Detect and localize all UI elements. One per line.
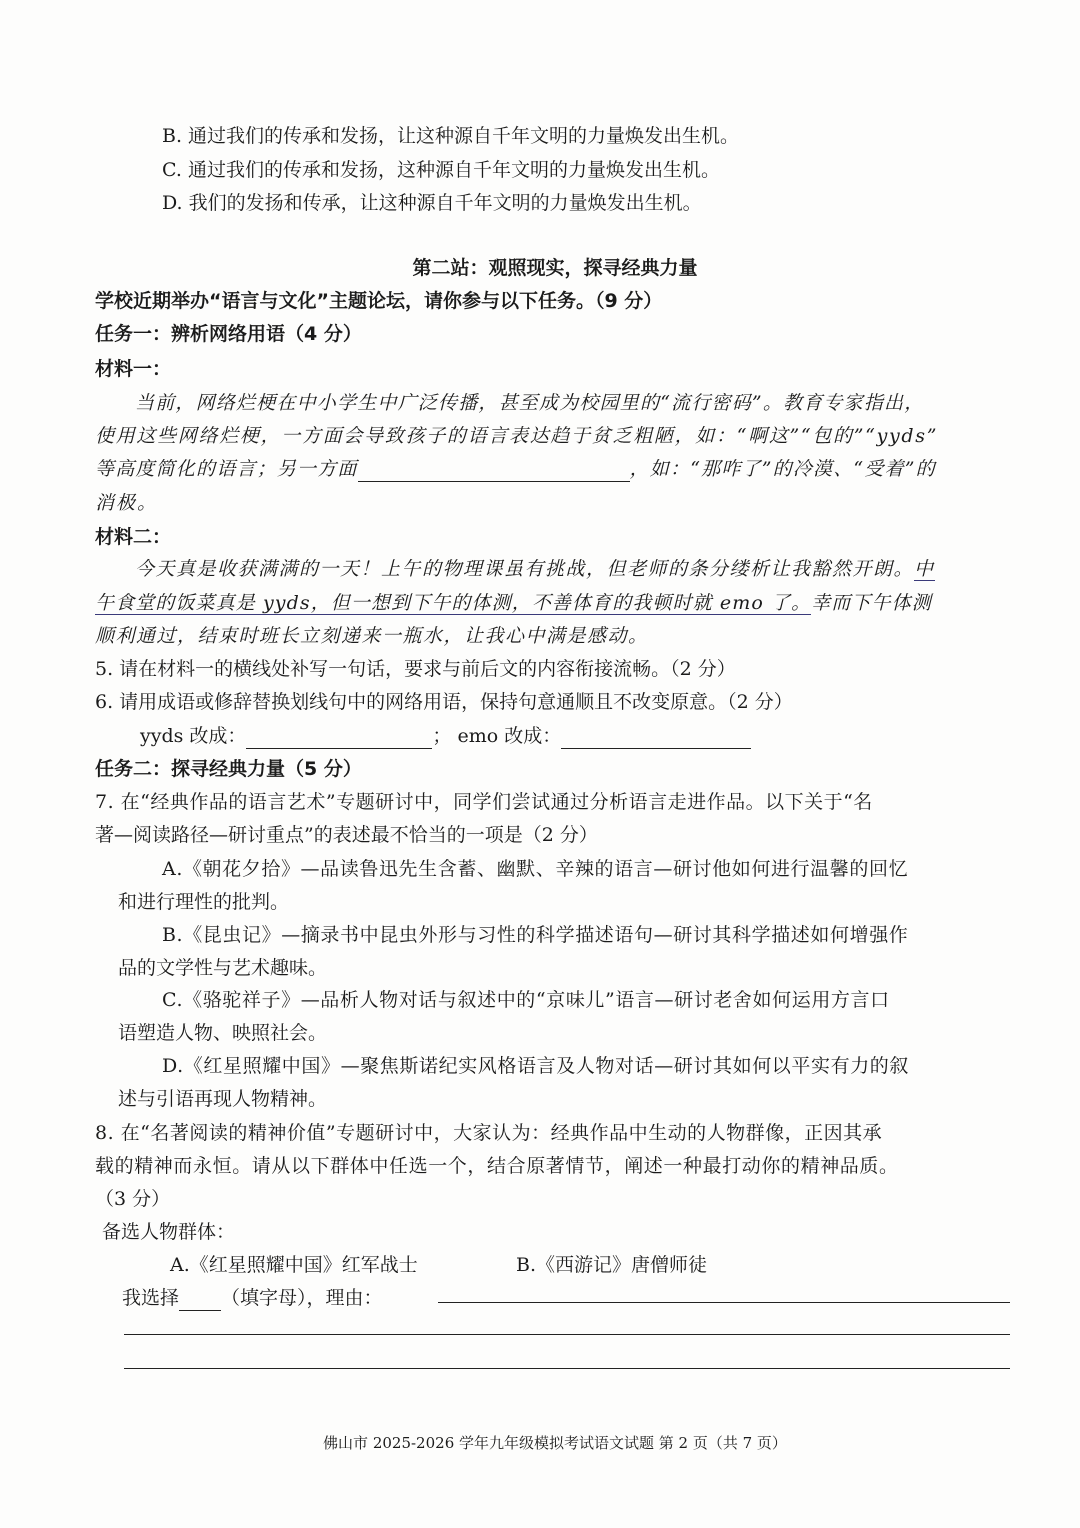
material1-label: 材料一： [95,358,172,380]
material1-line2: 使用这些网络烂梗，一方面会导致孩子的语言表达趋于贫乏粗陋，如：“啊这”“包的”“yyds” [95,425,939,447]
yyds-label: yyds 改成： [140,725,247,747]
material2-line1-text: 今天真是收获满满的一天！上午的物理课虽有挑战，但老师的条分缕析让我豁然开朗。 [135,558,915,580]
station-intro: 学校近期举办“语言与文化”主题论坛，请你参与以下任务。（9 分） [95,290,663,312]
material2-underlined-sentence: 午食堂的饭菜真是 yyds，但一想到下午的体测，不善体育的我顿时就 emo 了。 [95,592,812,614]
material1-line3 [95,456,936,482]
question-7-option-c: C.《骆驼祥子》—品析人物对话与叙述中的“京味儿”语言—研讨老舍如何运用方言口 [162,989,890,1011]
reason-label: （填字母），理由： [221,1287,383,1309]
question-7-option-a-cont: 和进行理性的批判。 [118,891,290,913]
question-5: 5. 请在材料一的横线处补写一句话，要求与前后文的内容衔接流畅。（2 分） [95,658,736,680]
material2-line3: 顺利通过，结束时班长立刻递来一瓶水，让我心中满是感动。 [95,625,649,647]
emo-label: emo 改成： [457,725,562,747]
option-c: C. 通过我们的传承和发扬，这种源自千年文明的力量焕发出生机。 [162,159,720,181]
question-7-option-d: D.《红星照耀中国》—聚焦斯诺纪实风格语言及人物对话—研讨其如何以平实有力的叙 [162,1055,909,1077]
task1-title: 任务一：辨析网络用语（4 分） [95,323,362,345]
material2-underline-start: 中 [914,558,935,580]
question-7-option-c-cont: 语塑造人物、映照社会。 [118,1022,328,1044]
question-8-line1: 8. 在“名著阅读的精神价值”专题研讨中，大家认为：经典作品中生动的人物群像，正因其承 [95,1122,883,1144]
question-6-answers [140,723,751,749]
yyds-answer-blank[interactable] [246,728,432,749]
separator: ； [432,725,452,747]
choice-line [122,1285,383,1311]
emo-answer-blank[interactable] [561,728,751,749]
material2-line2 [95,590,932,616]
material1-answer-blank[interactable] [358,461,630,482]
candidate-option-b: B.《西游记》唐僧师徒 [516,1254,708,1276]
page-footer: 佛山市 2025-2026 学年九年级模拟考试语文试题 第 2 页（共 7 页） [323,1434,787,1452]
question-8-line2: 载的精神而永恒。请从以下群体中任选一个，结合原著情节，阐述一种最打动你的精神品质。 [95,1155,899,1177]
question-6: 6. 请用成语或修辞替换划线句中的网络用语，保持句意通顺且不改变原意。（2 分） [95,691,793,713]
choice-label: 我选择 [122,1287,180,1309]
material1-line1: 当前，网络烂梗在中小学生中广泛传播，甚至成为校园里的“流行密码”。教育专家指出， [135,392,925,414]
question-7-option-a: A.《朝花夕拾》—品读鲁迅先生含蓄、幽默、辛辣的语言—研讨他如何进行温馨的回忆 [162,858,909,880]
material2-label: 材料二： [95,526,172,548]
reason-line-3[interactable] [124,1368,1010,1369]
question-7-option-b-cont: 品的文学性与艺术趣味。 [118,957,328,979]
material1-line4: 消极。 [95,492,159,514]
question-7-line1: 7. 在“经典作品的语言艺术”专题研讨中，同学们尝试通过分析语言走进作品。以下关于“名 [95,791,873,813]
material2-line2-rest: 幸而下午体测 [811,592,932,614]
question-8-line3: （3 分） [95,1188,171,1210]
question-7-option-b: B.《昆虫记》—摘录书中昆虫外形与习性的科学描述语句—研讨其科学描述如何增强作 [162,924,909,946]
material2-line1 [135,556,935,582]
option-b: B. 通过我们的传承和发扬，让这种源自千年文明的力量焕发出生机。 [162,125,740,147]
material1-line3-after: ，如：“那咋了”的冷漠、“受着”的 [629,458,936,480]
question-7-line2: 著—阅读路径—研讨重点”的表述最不恰当的一项是（2 分） [95,824,598,846]
option-d: D. 我们的发扬和传承，让这种源自千年文明的力量焕发出生机。 [162,192,702,214]
candidate-option-a: A.《红星照耀中国》红军战士 [170,1254,418,1276]
station-title: 第二站：观照现实，探寻经典力量 [412,257,698,279]
question-7-option-d-cont: 述与引语再现人物精神。 [118,1088,328,1110]
reason-line-2[interactable] [124,1334,1010,1335]
task2-title: 任务二：探寻经典力量（5 分） [95,758,362,780]
choice-letter-blank[interactable] [179,1290,221,1311]
candidates-label: 备选人物群体： [102,1221,236,1243]
reason-line-1[interactable] [438,1302,1010,1303]
material1-line3-before: 等高度简化的语言；另一方面 [95,458,358,480]
